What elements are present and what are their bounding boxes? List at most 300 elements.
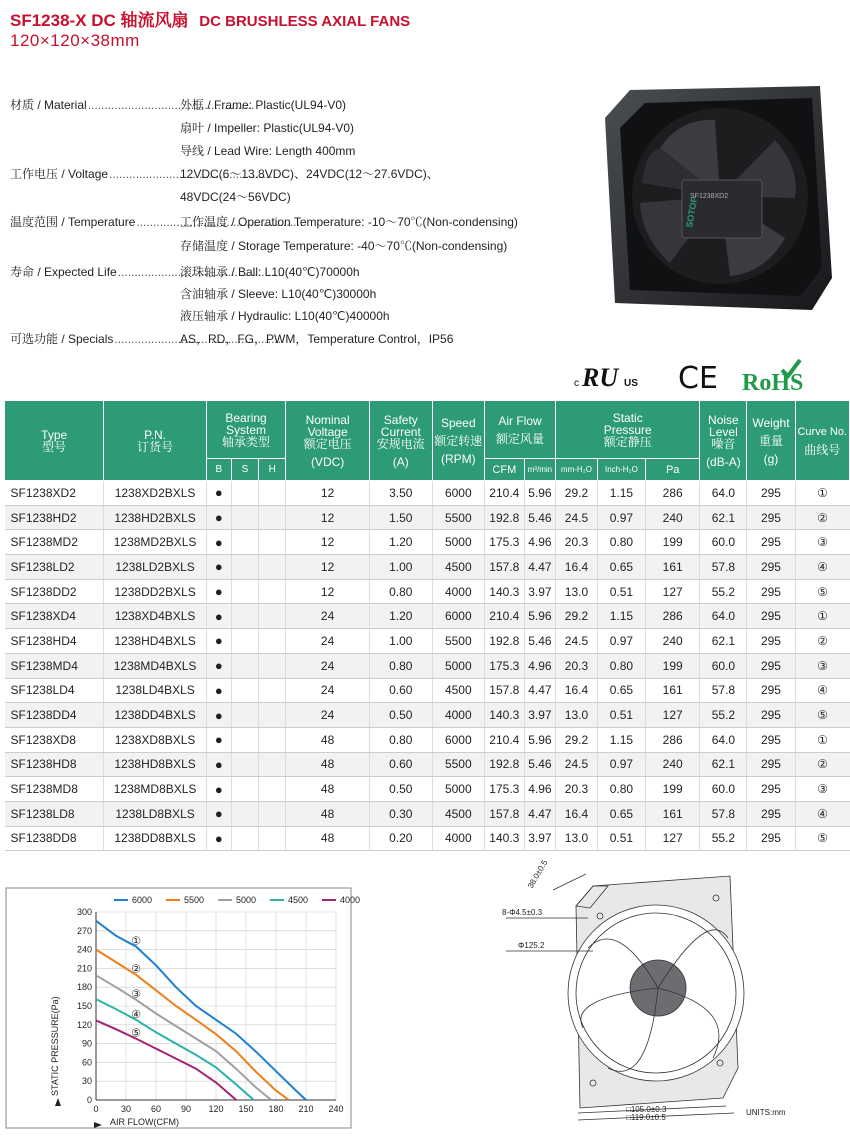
cell-noise: 55.2 <box>700 579 747 604</box>
cell-pn: 1238DD4BXLS <box>104 703 206 728</box>
x-axis-label: AIR FLOW(CFM) <box>110 1117 179 1127</box>
col-airflow-header: Air Flow 额定风量 <box>484 401 555 459</box>
cell-type: SF1238LD2 <box>5 555 104 580</box>
cell-pn: 1238HD8BXLS <box>104 752 206 777</box>
cell-bearing-s <box>231 678 258 703</box>
legend-label: 4500 <box>288 895 309 905</box>
cell-cfm: 192.8 <box>484 505 524 530</box>
cell-current: 1.20 <box>369 604 432 629</box>
cell-bearing-h <box>259 777 286 802</box>
units-label: UNITS:mm <box>746 1108 786 1117</box>
cell-bearing-s <box>231 481 258 506</box>
cell-m3min: 3.97 <box>524 703 555 728</box>
title-en: DC BRUSHLESS AXIAL FANS <box>199 13 411 30</box>
cell-current: 0.60 <box>369 752 432 777</box>
cell-speed: 4500 <box>432 801 484 826</box>
cell-voltage: 12 <box>286 555 370 580</box>
table-row <box>5 777 850 802</box>
cell-cfm: 157.8 <box>484 801 524 826</box>
col-noise-header: Noise Level 噪音 (dB-A) <box>700 401 747 481</box>
cell-curve: ⑤ <box>795 826 849 851</box>
cell-speed: 4000 <box>432 703 484 728</box>
cell-weight: 295 <box>747 555 795 580</box>
ce-mark: CE <box>678 361 718 396</box>
cell-bearing-s <box>231 752 258 777</box>
cell-current: 0.60 <box>369 678 432 703</box>
cell-m3min: 5.46 <box>524 752 555 777</box>
cell-type: SF1238HD2 <box>5 505 104 530</box>
cell-pn: 1238LD8BXLS <box>104 801 206 826</box>
dim-diameter: Φ125.2 <box>518 941 545 950</box>
legend-label: 6000 <box>132 895 153 905</box>
col-bearing-s: S <box>231 459 258 481</box>
fan-spec-table <box>4 400 850 851</box>
product-logo: SOTOP <box>684 195 700 229</box>
cell-type: SF1238MD8 <box>5 777 104 802</box>
cell-inchh2o: 0.97 <box>597 629 645 654</box>
col-curve-header: Curve No. 曲线号 <box>795 401 849 481</box>
cell-noise: 62.1 <box>700 752 747 777</box>
spec-value: AS，RD，FG，PWM，Temperature Control，IP56 <box>180 332 454 346</box>
cell-weight: 295 <box>747 801 795 826</box>
cell-pa: 161 <box>645 555 699 580</box>
cell-current: 1.20 <box>369 530 432 555</box>
cell-voltage: 24 <box>286 703 370 728</box>
x-tick-label: 150 <box>238 1104 254 1114</box>
fan-photo <box>600 78 835 316</box>
cell-inchh2o: 0.97 <box>597 505 645 530</box>
cell-m3min: 5.96 <box>524 481 555 506</box>
cell-mmh2o: 29.2 <box>556 604 598 629</box>
title-model: SF1238-X <box>10 11 87 30</box>
cell-bearing-h <box>259 604 286 629</box>
cell-inchh2o: 0.51 <box>597 703 645 728</box>
cell-cfm: 210.4 <box>484 604 524 629</box>
cell-type: SF1238DD2 <box>5 579 104 604</box>
cell-curve: ③ <box>795 777 849 802</box>
cell-bearing-b: ● <box>206 629 231 654</box>
cell-bearing-h <box>259 801 286 826</box>
cell-weight: 295 <box>747 777 795 802</box>
cell-current: 3.50 <box>369 481 432 506</box>
cell-bearing-s <box>231 703 258 728</box>
cell-pa: 127 <box>645 826 699 851</box>
cell-noise: 64.0 <box>700 604 747 629</box>
cell-speed: 4000 <box>432 579 484 604</box>
cell-pa: 286 <box>645 727 699 752</box>
cell-inchh2o: 1.15 <box>597 481 645 506</box>
cell-current: 0.30 <box>369 801 432 826</box>
cell-mmh2o: 24.5 <box>556 629 598 654</box>
cell-pa: 161 <box>645 678 699 703</box>
cell-curve: ④ <box>795 801 849 826</box>
cell-inchh2o: 0.51 <box>597 826 645 851</box>
cell-cfm: 157.8 <box>484 555 524 580</box>
cell-curve: ④ <box>795 678 849 703</box>
cell-cfm: 157.8 <box>484 678 524 703</box>
cell-noise: 57.8 <box>700 678 747 703</box>
cell-bearing-h <box>259 481 286 506</box>
cell-bearing-h <box>259 752 286 777</box>
cell-noise: 57.8 <box>700 555 747 580</box>
cell-mmh2o: 16.4 <box>556 555 598 580</box>
cell-bearing-s <box>231 604 258 629</box>
cell-voltage: 12 <box>286 505 370 530</box>
cell-cfm: 140.3 <box>484 826 524 851</box>
curve-marker: ② <box>131 962 141 976</box>
cell-m3min: 5.46 <box>524 629 555 654</box>
cell-curve: ⑤ <box>795 579 849 604</box>
cell-bearing-b: ● <box>206 653 231 678</box>
cell-speed: 5000 <box>432 530 484 555</box>
curve-marker: ① <box>131 934 141 948</box>
spec-label: 寿命 / Expected Life ..... <box>10 263 180 280</box>
cell-bearing-s <box>231 579 258 604</box>
cell-m3min: 4.96 <box>524 653 555 678</box>
cell-curve: ① <box>795 604 849 629</box>
cell-inchh2o: 0.65 <box>597 801 645 826</box>
cell-mmh2o: 29.2 <box>556 481 598 506</box>
cell-mmh2o: 13.0 <box>556 703 598 728</box>
cell-mmh2o: 29.2 <box>556 727 598 752</box>
spec-value: 外框 / Frame: Plastic(UL94-V0) <box>180 98 347 112</box>
cell-noise: 64.0 <box>700 481 747 506</box>
svg-text:SF1238XD2: SF1238XD2 <box>690 193 729 200</box>
cell-bearing-b: ● <box>206 826 231 851</box>
cell-cfm: 175.3 <box>484 777 524 802</box>
cell-speed: 5000 <box>432 777 484 802</box>
cell-weight: 295 <box>747 678 795 703</box>
cell-weight: 295 <box>747 826 795 851</box>
cell-m3min: 4.47 <box>524 678 555 703</box>
ul-us-mark: US <box>624 378 638 389</box>
cell-m3min: 4.96 <box>524 777 555 802</box>
col-mmh2o: mm-H₂O <box>556 459 598 481</box>
cell-bearing-b: ● <box>206 727 231 752</box>
y-tick-label: 0 <box>86 1095 92 1105</box>
spec-label: 温度范围 / Temperature ..... <box>10 213 180 230</box>
spec-value: 导线 / Lead Wire: Length 400mm <box>180 144 356 158</box>
col-voltage-header: Nominal Voltage 额定电压 (VDC) <box>286 401 370 481</box>
spec-value: 含油轴承 / Sleeve: L10(40℃)30000h <box>180 287 377 301</box>
cell-voltage: 12 <box>286 579 370 604</box>
cell-inchh2o: 0.80 <box>597 777 645 802</box>
cell-pa: 161 <box>645 801 699 826</box>
certification-logos <box>572 356 842 394</box>
cell-type: SF1238DD4 <box>5 703 104 728</box>
cell-current: 0.80 <box>369 653 432 678</box>
cell-current: 0.80 <box>369 579 432 604</box>
cell-pn: 1238MD4BXLS <box>104 653 206 678</box>
cell-curve: ① <box>795 727 849 752</box>
cell-mmh2o: 20.3 <box>556 653 598 678</box>
cell-voltage: 48 <box>286 752 370 777</box>
cell-pn: 1238DD2BXLS <box>104 579 206 604</box>
col-cfm: CFM <box>484 459 524 481</box>
cell-pa: 199 <box>645 653 699 678</box>
cell-cfm: 192.8 <box>484 629 524 654</box>
y-axis-label: STATIC PRESSURE(Pa) <box>50 996 60 1096</box>
cell-noise: 55.2 <box>700 826 747 851</box>
y-tick-label: 120 <box>76 1019 92 1030</box>
cell-pa: 286 <box>645 604 699 629</box>
cell-bearing-b: ● <box>206 555 231 580</box>
cell-bearing-b: ● <box>206 752 231 777</box>
legend-label: 4000 <box>340 895 361 905</box>
cell-bearing-s <box>231 801 258 826</box>
cell-type: SF1238HD4 <box>5 629 104 654</box>
x-tick-label: 30 <box>120 1104 132 1114</box>
cell-bearing-b: ● <box>206 530 231 555</box>
y-tick-label: 240 <box>76 944 92 955</box>
cell-pa: 240 <box>645 752 699 777</box>
x-tick-label: 180 <box>268 1104 284 1114</box>
table-row <box>5 530 850 555</box>
cell-m3min: 4.47 <box>524 555 555 580</box>
y-tick-label: 210 <box>76 963 92 974</box>
cell-type: SF1238XD4 <box>5 604 104 629</box>
cell-weight: 295 <box>747 579 795 604</box>
dim-hole-pitch: □105.0±0.3 <box>626 1105 667 1114</box>
cell-pn: 1238MD8BXLS <box>104 777 206 802</box>
cell-noise: 55.2 <box>700 703 747 728</box>
cell-speed: 5500 <box>432 505 484 530</box>
cell-voltage: 24 <box>286 653 370 678</box>
cell-inchh2o: 0.65 <box>597 555 645 580</box>
col-current-header: Safety Current 安规电流 (A) <box>369 401 432 481</box>
cell-noise: 64.0 <box>700 727 747 752</box>
cell-type: SF1238DD8 <box>5 826 104 851</box>
cell-weight: 295 <box>747 727 795 752</box>
cell-cfm: 140.3 <box>484 703 524 728</box>
cell-pa: 199 <box>645 777 699 802</box>
cell-mmh2o: 24.5 <box>556 752 598 777</box>
cell-speed: 4500 <box>432 678 484 703</box>
cell-bearing-h <box>259 826 286 851</box>
cell-bearing-h <box>259 727 286 752</box>
col-pressure-header: Static Pressure 额定静压 <box>556 401 700 459</box>
cell-pn: 1238MD2BXLS <box>104 530 206 555</box>
cell-mmh2o: 13.0 <box>556 579 598 604</box>
cell-pa: 240 <box>645 505 699 530</box>
cell-speed: 4500 <box>432 555 484 580</box>
cell-pn: 1238XD2BXLS <box>104 481 206 506</box>
cell-m3min: 5.96 <box>524 604 555 629</box>
y-tick-label: 150 <box>76 1001 92 1011</box>
cell-speed: 5500 <box>432 629 484 654</box>
cell-inchh2o: 0.65 <box>597 678 645 703</box>
table-row <box>5 481 850 506</box>
page-title <box>10 6 410 31</box>
curve-marker: ⑤ <box>131 1026 141 1040</box>
y-tick-label: 300 <box>76 907 92 917</box>
cell-current: 1.50 <box>369 505 432 530</box>
cell-type: SF1238LD4 <box>5 678 104 703</box>
cell-pa: 127 <box>645 579 699 604</box>
x-tick-label: 0 <box>93 1104 99 1114</box>
cell-cfm: 175.3 <box>484 653 524 678</box>
cell-bearing-h <box>259 505 286 530</box>
cell-mmh2o: 24.5 <box>556 505 598 530</box>
col-type-header: Type 型号 <box>5 401 104 481</box>
cell-bearing-b: ● <box>206 579 231 604</box>
cell-bearing-b: ● <box>206 703 231 728</box>
cell-noise: 57.8 <box>700 801 747 826</box>
cell-curve: ⑤ <box>795 703 849 728</box>
cell-curve: ① <box>795 481 849 506</box>
cell-pn: 1238XD8BXLS <box>104 727 206 752</box>
cell-bearing-b: ● <box>206 505 231 530</box>
cell-cfm: 192.8 <box>484 752 524 777</box>
cell-m3min: 3.97 <box>524 826 555 851</box>
cell-weight: 295 <box>747 752 795 777</box>
spec-value: 扇叶 / Impeller: Plastic(UL94-V0) <box>180 121 355 135</box>
cell-bearing-h <box>259 629 286 654</box>
cell-current: 0.80 <box>369 727 432 752</box>
cell-mmh2o: 16.4 <box>556 801 598 826</box>
col-m3min: m³/min <box>524 459 555 481</box>
cell-curve: ② <box>795 752 849 777</box>
curve-marker: ③ <box>131 987 141 1001</box>
cell-cfm: 175.3 <box>484 530 524 555</box>
cell-voltage: 48 <box>286 777 370 802</box>
title-cn: DC 轴流风扇 <box>91 11 189 30</box>
cell-curve: ③ <box>795 530 849 555</box>
y-tick-label: 60 <box>81 1057 92 1068</box>
cell-current: 1.00 <box>369 555 432 580</box>
cell-m3min: 5.46 <box>524 505 555 530</box>
spec-value: 液压轴承 / Hydraulic: L10(40℃)40000h <box>180 309 390 323</box>
cell-pn: 1238HD4BXLS <box>104 629 206 654</box>
spec-value: 12VDC(6～13.8VDC)、24VDC(12～27.6VDC)、 <box>180 167 439 181</box>
cell-voltage: 48 <box>286 826 370 851</box>
cell-mmh2o: 13.0 <box>556 826 598 851</box>
col-bearing-b: B <box>206 459 231 481</box>
cell-bearing-h <box>259 678 286 703</box>
spec-label: 工作电压 / Voltage ..... <box>10 165 180 182</box>
y-tick-label: 180 <box>76 982 92 993</box>
spec-value: 滚珠轴承 / Ball: L10(40℃)70000h <box>180 265 360 279</box>
col-bearing-h: H <box>259 459 286 481</box>
table-row <box>5 801 850 826</box>
cell-speed: 4000 <box>432 826 484 851</box>
y-tick-label: 90 <box>81 1038 92 1049</box>
cell-current: 1.00 <box>369 629 432 654</box>
spec-label: 材质 / Material ..... <box>10 96 180 113</box>
cell-bearing-h <box>259 530 286 555</box>
table-row <box>5 653 850 678</box>
col-inchh2o: Inch-H₂O <box>597 459 645 481</box>
cell-bearing-s <box>231 629 258 654</box>
cell-voltage: 48 <box>286 801 370 826</box>
cell-noise: 62.1 <box>700 505 747 530</box>
x-tick-label: 210 <box>298 1104 314 1114</box>
cell-inchh2o: 0.97 <box>597 752 645 777</box>
cell-pa: 240 <box>645 629 699 654</box>
col-weight-header: Weight 重量 (g) <box>747 401 795 481</box>
x-tick-label: 90 <box>180 1104 192 1114</box>
cell-m3min: 4.47 <box>524 801 555 826</box>
cell-noise: 60.0 <box>700 653 747 678</box>
legend-label: 5000 <box>236 895 257 905</box>
cell-weight: 295 <box>747 530 795 555</box>
pq-curve-chart <box>6 888 361 1128</box>
spec-value: 存储温度 / Storage Temperature: -40～70℃(Non-condensing) <box>180 239 508 253</box>
dimension-drawing <box>498 858 843 1123</box>
cell-bearing-s <box>231 653 258 678</box>
cell-cfm: 140.3 <box>484 579 524 604</box>
cell-type: SF1238XD8 <box>5 727 104 752</box>
table-row <box>5 555 850 580</box>
cell-bearing-h <box>259 555 286 580</box>
cell-weight: 295 <box>747 481 795 506</box>
cell-bearing-h <box>259 653 286 678</box>
dim-holes: 8-Φ4.5±0.3 <box>502 908 543 917</box>
table-row <box>5 579 850 604</box>
cell-cfm: 210.4 <box>484 481 524 506</box>
col-bearing-header: Bearing System 轴承类型 <box>206 401 285 459</box>
table-row <box>5 826 850 851</box>
y-tick-label: 270 <box>76 925 92 936</box>
table-row <box>5 629 850 654</box>
cell-pn: 1238XD4BXLS <box>104 604 206 629</box>
curve-marker: ④ <box>131 1007 141 1021</box>
cell-weight: 295 <box>747 505 795 530</box>
cell-noise: 60.0 <box>700 777 747 802</box>
cell-bearing-b: ● <box>206 801 231 826</box>
cell-type: SF1238HD8 <box>5 752 104 777</box>
cell-curve: ③ <box>795 653 849 678</box>
table-row <box>5 703 850 728</box>
cell-pn: 1238DD8BXLS <box>104 826 206 851</box>
x-tick-label: 60 <box>150 1104 162 1114</box>
cell-bearing-s <box>231 826 258 851</box>
cell-curve: ② <box>795 629 849 654</box>
cell-inchh2o: 1.15 <box>597 604 645 629</box>
cell-bearing-s <box>231 505 258 530</box>
cell-mmh2o: 16.4 <box>556 678 598 703</box>
cell-inchh2o: 0.80 <box>597 530 645 555</box>
cell-speed: 6000 <box>432 727 484 752</box>
cell-m3min: 4.96 <box>524 530 555 555</box>
cell-speed: 6000 <box>432 481 484 506</box>
table-row <box>5 604 850 629</box>
cell-speed: 6000 <box>432 604 484 629</box>
cell-noise: 62.1 <box>700 629 747 654</box>
cell-type: SF1238MD2 <box>5 530 104 555</box>
cell-voltage: 24 <box>286 604 370 629</box>
cell-bearing-s <box>231 555 258 580</box>
cell-mmh2o: 20.3 <box>556 530 598 555</box>
rohs-mark: RoHS <box>742 370 804 396</box>
table-row <box>5 505 850 530</box>
cell-current: 0.50 <box>369 703 432 728</box>
cell-pn: 1238HD2BXLS <box>104 505 206 530</box>
cell-pa: 286 <box>645 481 699 506</box>
cell-inchh2o: 1.15 <box>597 727 645 752</box>
cell-voltage: 12 <box>286 481 370 506</box>
cell-inchh2o: 0.51 <box>597 579 645 604</box>
cell-bearing-b: ● <box>206 777 231 802</box>
spec-value: 工作温度 / Operation Temperature: -10～70℃(Non-condensing) <box>180 215 518 229</box>
cell-type: SF1238MD4 <box>5 653 104 678</box>
y-tick-label: 30 <box>81 1076 92 1087</box>
table-row <box>5 727 850 752</box>
cell-mmh2o: 20.3 <box>556 777 598 802</box>
cell-curve: ② <box>795 505 849 530</box>
fan-dimensions: 120×120×38mm <box>10 31 140 50</box>
cell-bearing-b: ● <box>206 604 231 629</box>
